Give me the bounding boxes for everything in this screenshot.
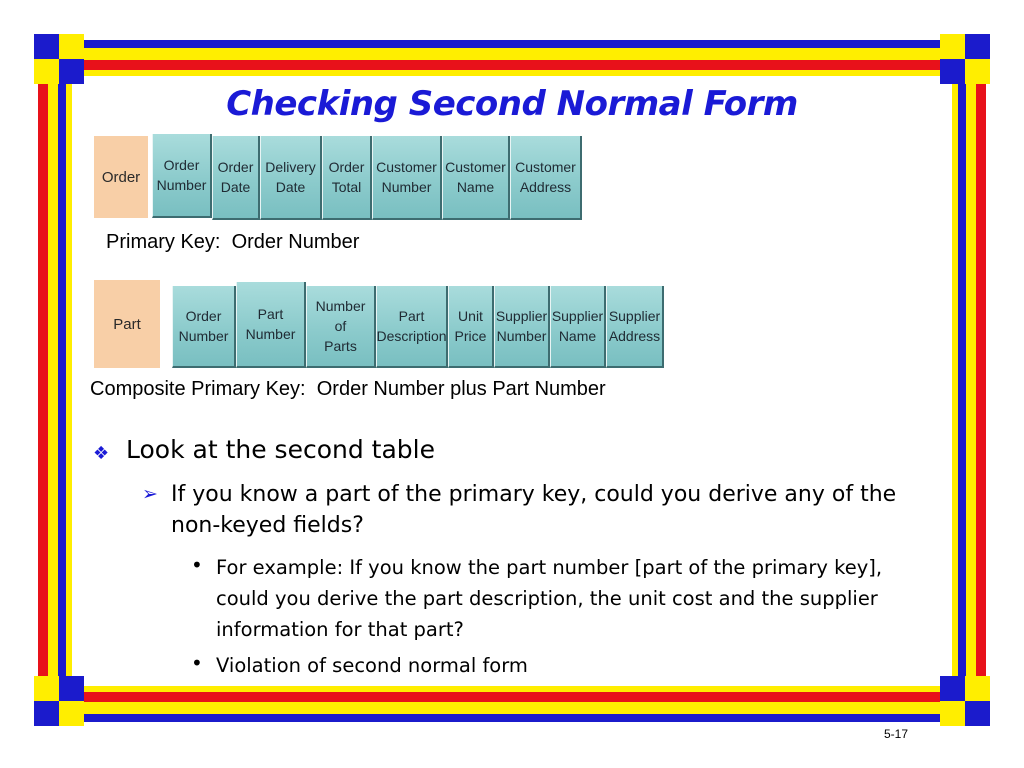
frame-corner-top-right (940, 34, 990, 84)
part-field: Part Description (376, 286, 448, 368)
frame-left-yellow (48, 60, 58, 708)
frame-top-red (60, 60, 964, 70)
frame-bottom-yellow (60, 702, 964, 714)
page-number: 5-17 (884, 727, 909, 741)
frame-right-blue (958, 60, 966, 708)
frame-left-blue (58, 60, 66, 708)
part-field: Supplier Number (494, 286, 550, 368)
diamond-bullet-icon: ❖ (93, 443, 110, 464)
arrow-bullet-icon: ➢ (142, 483, 158, 505)
frame-corner-top-left (34, 34, 84, 84)
entity-label-order: Order (94, 136, 148, 218)
order-field: Customer Number (372, 136, 442, 220)
frame-left-red (38, 60, 48, 708)
frame-bottom-blue (60, 714, 964, 722)
bullet-level2-text: If you know a part of the primary key, could you derive any of the non-keyed fields? (171, 482, 897, 538)
order-field: Customer Name (442, 136, 510, 220)
bullet-level3-text: For example: If you know the part number [part of the primary key], could you derive the part description, the unit cost and the supplier information for that part? (216, 556, 883, 641)
frame-top-yellow (60, 48, 964, 60)
frame-corner-bottom-left (34, 676, 84, 726)
order-field: Delivery Date (260, 136, 322, 220)
frame-left-inner-yellow (66, 60, 72, 708)
frame-corner-bottom-right (940, 676, 990, 726)
order-field: Order Number (152, 134, 212, 218)
part-field: Order Number (172, 286, 236, 368)
order-primary-key-caption: Primary Key: Order Number (106, 231, 360, 253)
part-field: Part Number (236, 282, 306, 368)
frame-right-red (976, 60, 986, 708)
order-field: Order Total (322, 136, 372, 220)
dot-bullet-icon: • (191, 651, 203, 675)
entity-label-part: Part (94, 280, 160, 368)
part-field: Number of Parts (306, 286, 376, 368)
order-field: Order Date (212, 136, 260, 220)
frame-top-inner-yellow (60, 70, 964, 76)
part-composite-key-caption: Composite Primary Key: Order Number plus Part Number (90, 378, 606, 400)
frame-top-blue (60, 40, 964, 48)
slide-title: Checking Second Normal Form (226, 84, 798, 124)
order-field: Customer Address (510, 136, 582, 220)
bullet-level3-text: Violation of second normal form (216, 654, 528, 677)
dot-bullet-icon: • (191, 553, 203, 577)
frame-right-yellow (966, 60, 976, 708)
bullet-level1-text: Look at the second table (126, 435, 435, 464)
part-field: Supplier Name (550, 286, 606, 368)
part-field: Supplier Address (606, 286, 664, 368)
frame-bottom-red (60, 692, 964, 702)
part-field: Unit Price (448, 286, 494, 368)
